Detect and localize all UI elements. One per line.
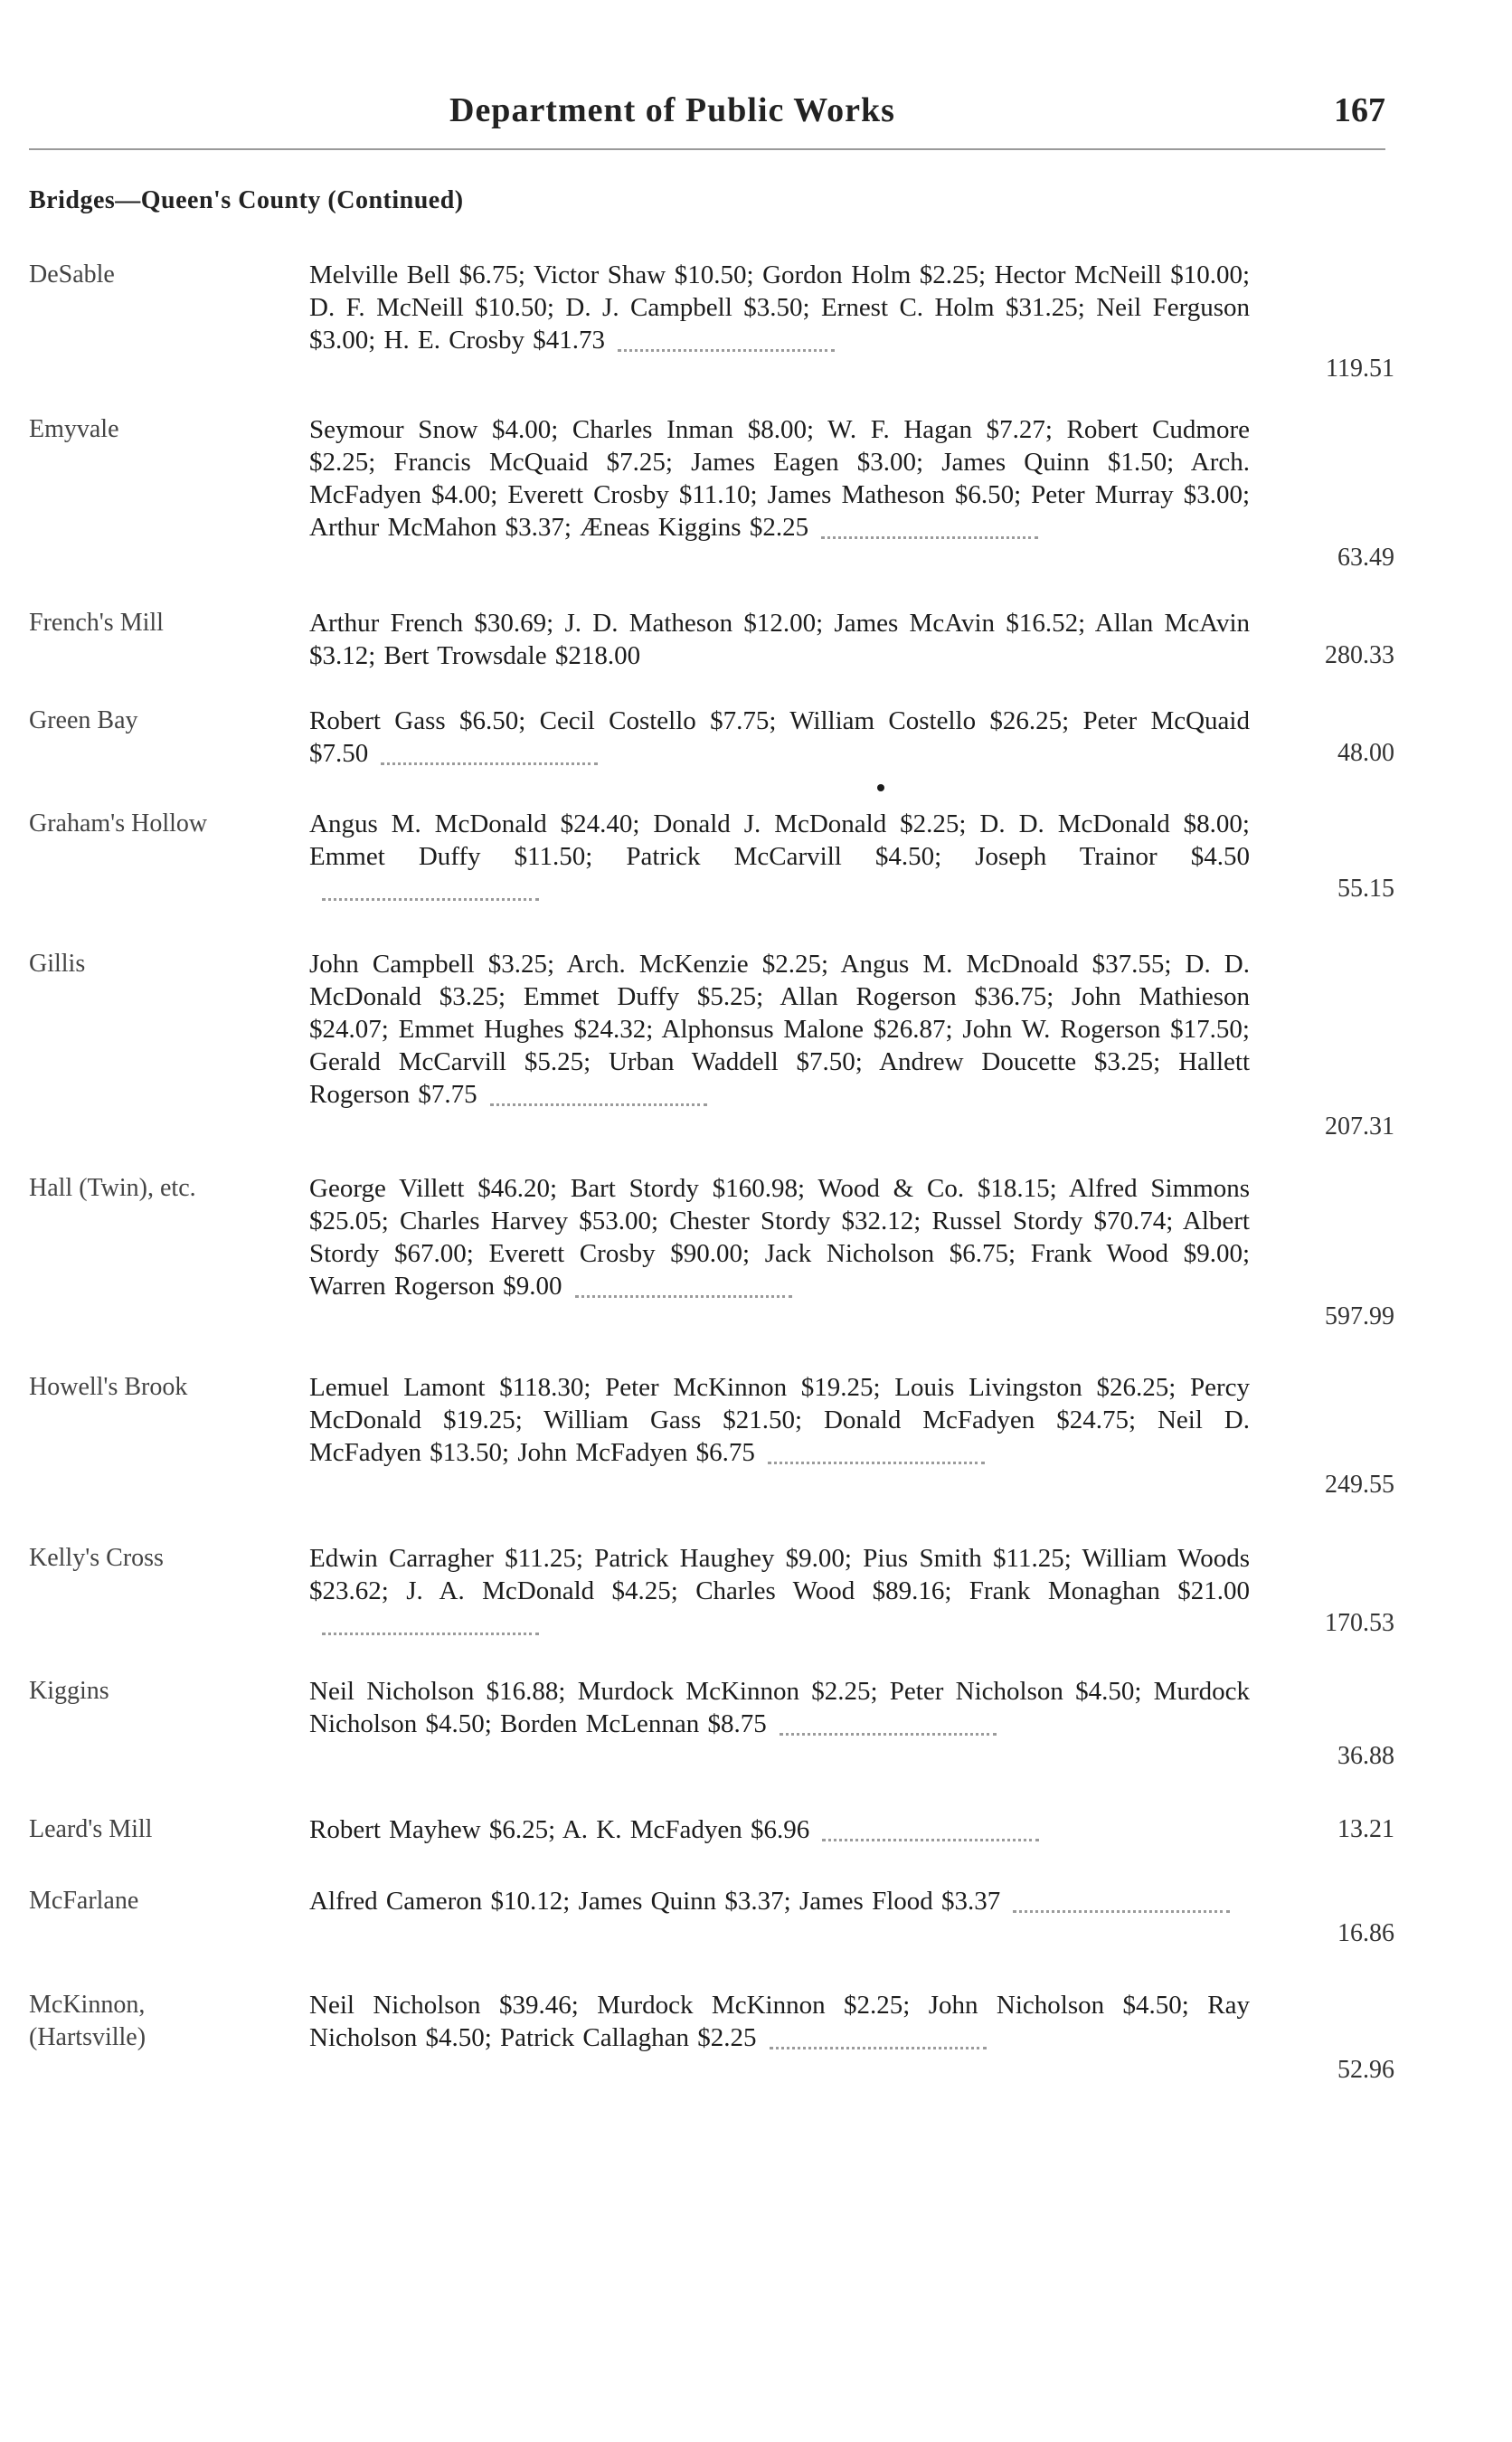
entry-text-content: Lemuel Lamont $118.30; Peter McKinnon $19.25; Louis Livingston $26.25; Percy McDonald $19.25; William Gass $21.50; Donald McFadyen $24.75; Neil D. McFadyen $13.50; John McFadyen $6.75: [309, 1373, 1250, 1467]
entry-text-content: Arthur French $30.69; J. D. Matheson $12.00; James McAvin $16.52; Allan McAvin $3.12; Bert Trowsdale $218.00: [309, 609, 1250, 670]
entry-text-content: Angus M. McDonald $24.40; Donald J. McDonald $2.25; D. D. McDonald $8.00; Emmet Duffy $11.50; Patrick McCarvill $4.50; Joseph Trainor $4.50: [309, 809, 1250, 871]
entry-amount: 170.53: [1325, 1609, 1394, 1637]
ledger-entry-leards-mill: [29, 1813, 1394, 1848]
entry-text: [309, 705, 1250, 770]
entry-place: McFarlane: [29, 1887, 139, 1915]
stray-print-dot: [877, 784, 884, 791]
dotted-leader: [1013, 1894, 1230, 1913]
entry-place: McKinnon, (Hartsville): [29, 1991, 146, 2051]
entry-text-content: Seymour Snow $4.00; Charles Inman $8.00; W. F. Hagan $7.27; Robert Cudmore $2.25; Francis McQuaid $7.25; James Eagen $3.00; James Quinn $1.50; Arch. McFadyen $4.00; Everett Crosby $11.10; James Matheson $6.50; Peter Murray $3.00; Arthur McMahon $3.37; Æneas Kiggins $2.25: [309, 415, 1250, 542]
dotted-leader: [381, 746, 598, 765]
ledger-entries: [29, 0, 1394, 2442]
section-heading: Bridges—Queen's County (Continued): [29, 186, 464, 214]
entry-place: Emyvale: [29, 415, 119, 443]
entry-text-content: George Villett $46.20; Bart Stordy $160.98; Wood & Co. $18.15; Alfred Simmons $25.05; Charles Harvey $53.00; Chester Stordy $32.12; Russel Stordy $70.74; Albert Stordy $67.00; Everett Crosby $90.00; Jack Nicholson $6.75; Frank Wood $9.00; Warren Rogerson $9.00: [309, 1174, 1250, 1301]
dotted-leader: [618, 333, 835, 352]
ledger-entry-green-bay: [29, 705, 1394, 771]
entry-text-content: Neil Nicholson $39.46; Murdock McKinnon $2.25; John Nicholson $4.50; Ray Nicholson $4.50; Patrick Callaghan $2.25: [309, 1991, 1250, 2052]
entry-text-content: Melville Bell $6.75; Victor Shaw $10.50; Gordon Holm $2.25; Hector McNeill $10.00; D. F. McNeill $10.50; D. J. Campbell $3.50; Ernest C. Holm $31.25; Neil Ferguson $3.00; H. E. Crosby $41.73: [309, 260, 1250, 355]
ledger-entry-hall-twin: [29, 1172, 1394, 1337]
entry-place: Green Bay: [29, 706, 138, 734]
entry-amount: 55.15: [1337, 875, 1394, 903]
dotted-leader: [780, 1717, 997, 1736]
entry-place: DeSable: [29, 260, 115, 289]
entry-text: [309, 808, 1250, 905]
entry-text: [309, 1885, 1250, 1917]
entry-text-content: Robert Mayhew $6.25; A. K. McFadyen $6.96: [309, 1815, 810, 1844]
dotted-leader: [490, 1087, 707, 1106]
entry-amount: 119.51: [1326, 355, 1394, 383]
dotted-leader: [768, 1445, 985, 1464]
entry-text-content: Neil Nicholson $16.88; Murdock McKinnon $2.25; Peter Nicholson $4.50; Murdock Nicholson $4.50; Borden McLennan $8.75: [309, 1677, 1250, 1738]
ledger-entry-grahams-hollow: [29, 808, 1394, 907]
dotted-leader: [575, 1279, 792, 1298]
entry-amount: 48.00: [1337, 739, 1394, 767]
dotted-leader: [770, 2030, 987, 2049]
ledger-entry-gillis: [29, 948, 1394, 1145]
page-title: Department of Public Works: [449, 91, 895, 129]
entry-text: [309, 1813, 1250, 1846]
dotted-leader: [322, 1616, 539, 1635]
ledger-entry-mcfarlane: [29, 1885, 1394, 1952]
entry-amount: 63.49: [1337, 544, 1394, 572]
entry-place: Gillis: [29, 950, 86, 978]
ledger-entry-frenchs-mill: [29, 607, 1394, 674]
page-number: 167: [1334, 91, 1385, 129]
entry-text-content: Robert Gass $6.50; Cecil Costello $7.75; William Costello $26.25; Peter McQuaid $7.50: [309, 706, 1250, 768]
entry-text-content: Edwin Carragher $11.25; Patrick Haughey $9.00; Pius Smith $11.25; William Woods $23.62; J. A. McDonald $4.25; Charles Wood $89.16; Frank Monaghan $21.00: [309, 1544, 1250, 1605]
entry-text: [309, 948, 1250, 1111]
dotted-leader: [821, 520, 1038, 539]
entry-amount: 16.86: [1337, 1919, 1394, 1947]
ledger-entry-desable: [29, 259, 1394, 391]
entry-text: [309, 259, 1250, 356]
entry-amount: 13.21: [1337, 1815, 1394, 1843]
entry-amount: 207.31: [1325, 1112, 1394, 1141]
dotted-leader: [822, 1822, 1039, 1841]
entry-text: [309, 1675, 1250, 1740]
entry-amount: 36.88: [1337, 1742, 1394, 1770]
entry-text: [309, 1371, 1250, 1469]
entry-place: Graham's Hollow: [29, 809, 208, 838]
entry-place: French's Mill: [29, 609, 164, 637]
entry-text-content: Alfred Cameron $10.12; James Quinn $3.37; James Flood $3.37: [309, 1887, 1001, 1916]
entry-place: Kelly's Cross: [29, 1544, 164, 1572]
ledger-entry-emyvale: [29, 413, 1394, 578]
entry-amount: 52.96: [1337, 2056, 1394, 2084]
entry-text: [309, 413, 1250, 544]
entry-text: [309, 1989, 1250, 2054]
entry-text-content: John Campbell $3.25; Arch. McKenzie $2.25; Angus M. McDnoald $37.55; D. D. McDonald $3.25; Emmet Duffy $5.25; Allan Rogerson $36.75; John Mathieson $24.07; Emmet Hughes $24.32; Alphonsus Malone $26.87; John W. Rogerson $17.50; Gerald McCarvill $5.25; Urban Waddell $7.50; Andrew Doucette $3.25; Hallett Rogerson $7.75: [309, 950, 1250, 1109]
ledger-entry-mckinnon-hartsville: [29, 1989, 1394, 2088]
entry-amount: 249.55: [1325, 1471, 1394, 1499]
entry-text: [309, 607, 1250, 672]
entry-place: Leard's Mill: [29, 1815, 153, 1843]
entry-amount: 597.99: [1325, 1302, 1394, 1330]
dotted-leader: [322, 882, 539, 901]
ledger-entry-howells-brook: [29, 1371, 1394, 1503]
entry-amount: 280.33: [1325, 641, 1394, 669]
entry-text: [309, 1542, 1250, 1640]
entry-place: Kiggins: [29, 1677, 109, 1705]
ledger-entry-kellys-cross: [29, 1542, 1394, 1642]
ledger-entry-kiggins: [29, 1675, 1394, 1775]
entry-place: Hall (Twin), etc.: [29, 1174, 196, 1202]
entry-text: [309, 1172, 1250, 1302]
entry-place: Howell's Brook: [29, 1373, 188, 1401]
